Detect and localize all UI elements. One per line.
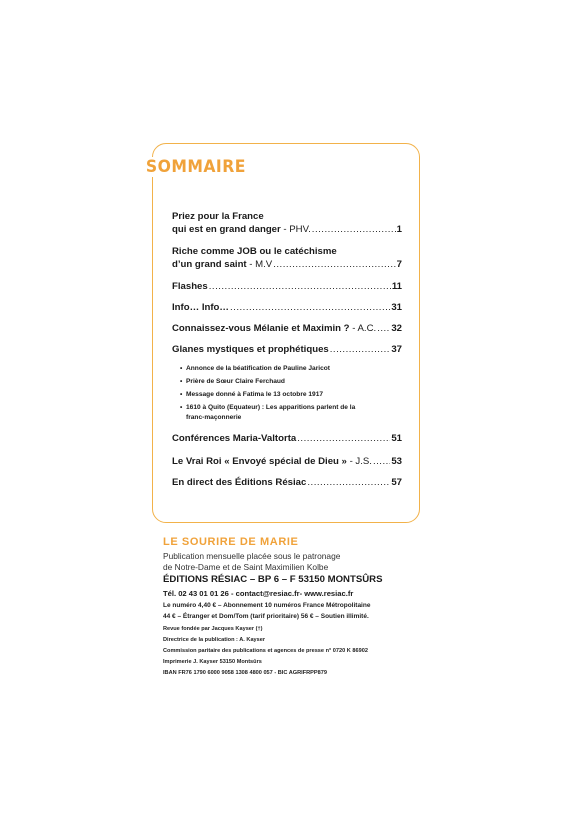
toc-entry-title: Conférences Maria-Valtorta <box>172 433 297 444</box>
toc-entry-title: Le Vrai Roi « Envoyé spécial de Dieu » - J.S. <box>172 456 372 467</box>
dot-leader <box>297 432 390 445</box>
subscription-price-abroad: 44 € – Étranger et Dom/Tom (tarif prioritaire) 56 € – Soutien illimité. <box>163 613 369 620</box>
toc-entry[interactable] <box>172 245 402 271</box>
publication-description: Publication mensuelle placée sous le patronage <box>163 551 341 561</box>
dot-leader <box>377 322 390 335</box>
toc-entry-line1: Riche comme JOB ou le catéchisme <box>172 246 337 257</box>
toc-entry-title: En direct des Éditions Résiac <box>172 477 307 488</box>
toc-entry[interactable] <box>172 343 402 356</box>
toc-entry-author: - M.V <box>246 259 273 270</box>
toc-entry-title: Flashes <box>172 281 208 292</box>
toc-entry-title: d’un grand saint - M.V <box>172 259 273 270</box>
dot-leader <box>307 476 390 489</box>
toc-entry-line1: Priez pour la France <box>172 211 264 222</box>
toc-entry-title: qui est en grand danger - PHV. <box>172 224 311 235</box>
toc-entry-page: 1 <box>396 224 402 235</box>
publisher-address: ÉDITIONS RÉSIAC – BP 6 – F 53150 MONTSÛRS <box>163 574 383 585</box>
printer-note: Imprimerie J. Kayser 53150 Montsûrs <box>163 659 262 665</box>
dot-leader <box>330 343 391 356</box>
bank-details: IBAN FR76 1790 6000 9058 1308 4800 057 - BIC AGRIFRPP879 <box>163 670 327 676</box>
toc-entry-page: 32 <box>391 323 402 334</box>
toc-entry-title: Connaissez-vous Mélanie et Maximin ? - A.C. <box>172 323 377 334</box>
publication-title: LE SOURIRE DE MARIE <box>163 536 299 548</box>
dot-leader <box>209 280 391 293</box>
dot-leader <box>273 258 395 271</box>
toc-entry-page: 37 <box>391 344 402 355</box>
toc-entry[interactable] <box>172 301 402 314</box>
toc-entry-author: - PHV. <box>280 224 311 235</box>
bullet-icon: • <box>180 391 183 398</box>
toc-subitem[interactable]: • Message donné à Fatima le 13 octobre 1917 <box>180 391 324 398</box>
toc-entry-author: - A.C. <box>349 323 377 334</box>
toc-entry[interactable] <box>172 476 402 489</box>
toc-entry-title: Glanes mystiques et prophétiques <box>172 344 329 355</box>
toc-entry-page: 11 <box>391 281 402 292</box>
toc-entry[interactable] <box>172 432 402 445</box>
toc-entry[interactable] <box>172 280 402 293</box>
founder-note: Revue fondée par Jacques Kayser (†) <box>163 626 263 632</box>
dot-leader <box>230 301 390 314</box>
toc-subitem[interactable]: • Annonce de la béatification de Pauline Jaricot <box>180 365 330 372</box>
toc-entry-page: 51 <box>391 433 402 444</box>
toc-entry[interactable] <box>172 455 402 468</box>
toc-entry-page: 31 <box>391 302 402 313</box>
toc-entry-page: 57 <box>391 477 402 488</box>
publication-patronage: de Notre-Dame et de Saint Maximilien Kolbe <box>163 562 329 572</box>
toc-entry-page: 53 <box>391 456 402 467</box>
bullet-icon: • <box>180 404 183 411</box>
dot-leader <box>373 455 390 468</box>
toc-subitem[interactable]: • 1610 à Quito (Equateur) : Les apparitions parlent de la franc-maçonnerie <box>180 404 356 421</box>
toc-subitem[interactable]: • Prière de Sœur Claire Ferchaud <box>180 378 285 385</box>
director-note: Directrice de la publication : A. Kayser <box>163 637 266 643</box>
sommaire-title: SOMMAIRE <box>144 157 251 177</box>
dot-leader <box>312 223 396 236</box>
toc-entry-author: - J.S. <box>346 456 372 467</box>
bullet-icon: • <box>180 365 183 372</box>
bullet-icon: • <box>180 378 183 385</box>
commission-note: Commission paritaire des publications et agences de presse n° 0720 K 86902 <box>163 648 368 654</box>
toc-entry[interactable] <box>172 210 402 236</box>
subscription-price: Le numéro 4,40 € – Abonnement 10 numéros France Métropolitaine <box>163 602 371 609</box>
toc-entry-title: Info… Info… <box>172 302 230 313</box>
toc-entry[interactable] <box>172 322 402 335</box>
toc-entry-page: 7 <box>396 259 402 270</box>
publisher-contact: Tél. 02 43 01 01 26 - contact@resiac.fr- www.resiac.fr <box>163 589 354 598</box>
